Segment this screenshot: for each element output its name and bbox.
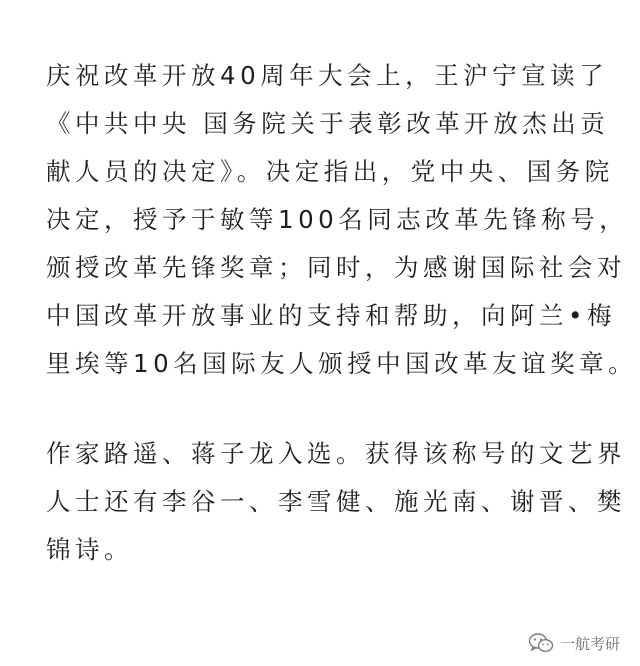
watermark-text: 一航考研: [559, 634, 620, 653]
text-line: 中国改革开放事业的支持和帮助，向阿兰•梅: [46, 301, 616, 330]
text-line: 人士还有李谷一、李雪健、施光南、谢晋、樊: [46, 487, 626, 516]
wechat-icon: [528, 632, 554, 654]
text-line: 作家路遥、蒋子龙入选。获得该称号的文艺界: [46, 439, 626, 468]
text-line: 颁授改革先锋奖章；同时，为感谢国际社会对: [46, 253, 626, 282]
text-line: 献人员的决定》。决定指出，党中央、国务院: [46, 157, 614, 186]
text-line: 决定，授予于敏等100名同志改革先锋称号，: [46, 205, 629, 234]
paragraph-2: [46, 430, 626, 574]
paragraph-1: [46, 52, 638, 388]
paragraph-gap: [46, 388, 616, 430]
text-line: 庆祝改革开放40周年大会上，王沪宁宣读了: [46, 61, 609, 90]
text-line: 里埃等10名国际友人颁授中国改革友谊奖章。: [46, 349, 638, 378]
watermark: [528, 632, 620, 654]
article-body: [46, 52, 638, 574]
text-line: 《中共中央 国务院关于表彰改革开放杰出贡: [46, 109, 610, 138]
text-line: 锦诗。: [46, 535, 133, 564]
